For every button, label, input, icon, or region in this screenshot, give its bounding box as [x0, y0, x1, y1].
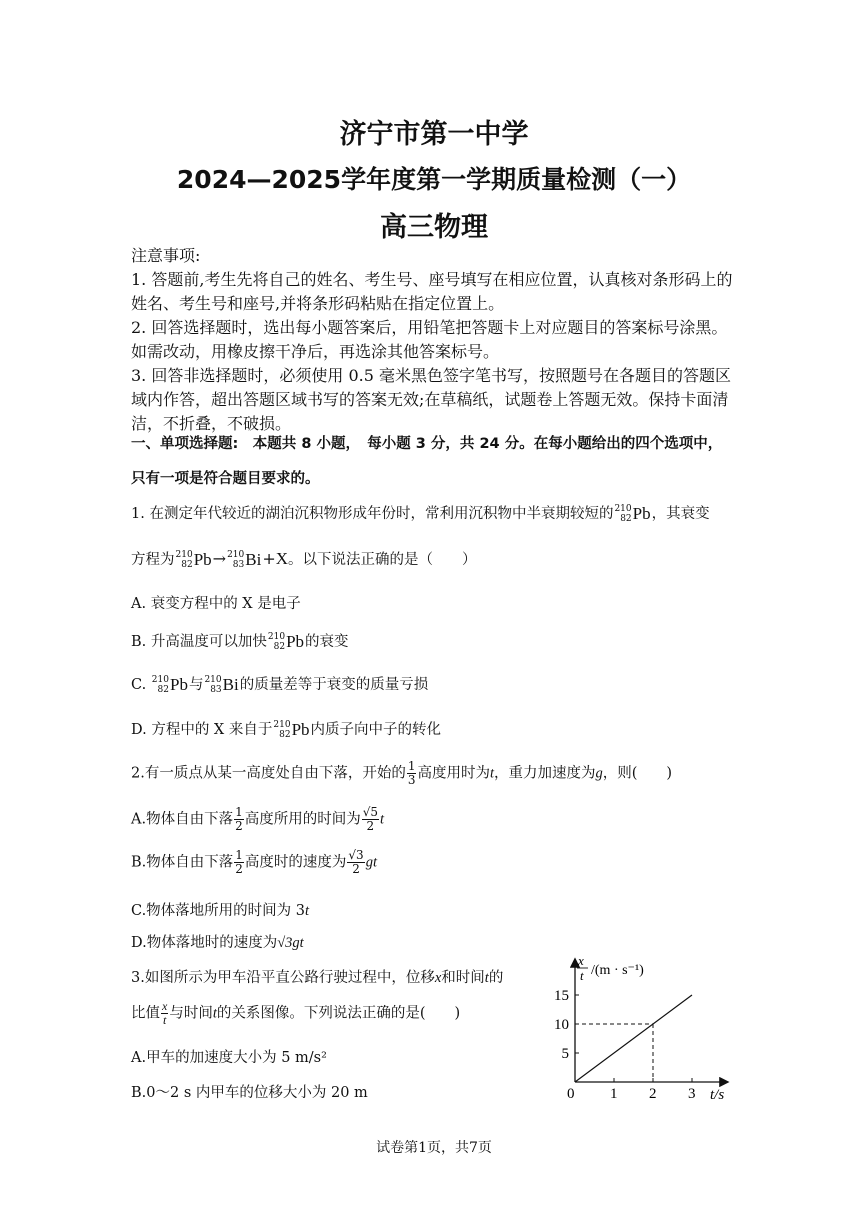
y-label-den: t [580, 968, 584, 983]
notes-item-3: 3. 回答非选择题时，必须使用 0.5 毫米黑色签字笔书写，按照题号在各题目的答题区域内作答，超出答题区域书写的答案无效;在草稿纸，试题卷上答题无效。保持卡面清洁，不折叠，不破损。 [131, 366, 731, 433]
q1-option-b: B. 升高温度可以加快 210 82 Pb的衰变 [131, 632, 349, 652]
fraction-one-half: $\frac{1}{2}$ [235, 848, 243, 876]
q1-option-d: D. 方程中的 X 来自于 210 82 Pb内质子向中子的转化 [131, 720, 442, 740]
exam-title: 2024—2025学年度第一学期质量检测（一） [176, 165, 692, 194]
section-heading-line2: 只有一项是符合题目要求的。 [131, 471, 320, 487]
fraction-root5-over-2: $\frac{√5}{2}$ [362, 805, 379, 833]
notes-heading: 注意事项: [131, 246, 201, 265]
fraction-root3-over-2: $\frac{√3}{2}$ [348, 848, 364, 876]
q2-stem: 2.有一质点从某一高度处自由下落，开始的 $\frac{1}{3}$ 高度用时为t，重力加速度为g，则( ) [131, 759, 673, 787]
q1-stem-line2: 方程为 210 82 Pb→ 210 83 Bi+X。以下说法正确的是（ ） [131, 549, 477, 570]
y-label-num: x [578, 953, 584, 968]
pb-nuclide: 210 82 Pb [614, 504, 651, 524]
bi-nuclide: 210 83 Bi [227, 550, 262, 570]
q1-option-c: C. 210 82 Pb与 210 83 Bi的质量差等于衰变的质量亏损 [131, 675, 429, 695]
fraction-x-over-t: $\frac{x}{t}$ [162, 999, 168, 1027]
q2-option-b: B.物体自由下落 $\frac{1}{2}$ 高度时的速度为 $\frac{√3}{2}$ gt [131, 848, 377, 876]
notes-block [131, 244, 743, 436]
q3-stem-line1: 3.如图所示为甲车沿平直公路行驶过程中，位移x和时间t的 [131, 970, 504, 986]
q3-stem-line2: 比值 $\frac{x}{t}$ 与时间t的关系图像。下列说法正确的是( ) [131, 999, 461, 1027]
y-tick-label: 5 [561, 1046, 569, 1062]
xt-vs-t-graph [545, 950, 745, 1105]
bi-nuclide: 210 83 Bi [204, 675, 239, 695]
y-tick-label: 10 [554, 1017, 569, 1033]
q2-option-a: A.物体自由下落 $\frac{1}{2}$ 高度所用的时间为 $\frac{√5}{2}$ t [131, 805, 385, 833]
notes-item-1: 1. 答题前,考生先将自己的姓名、考生号、座号填写在相应位置，认真核对条形码上的姓名、考生号和座号,并将条形码粘贴在指定位置上。 [131, 270, 733, 313]
x-tick-label: 2 [649, 1086, 657, 1102]
section-heading-line1: 一、单项选择题: 本题共 8 小题， 每小题 3 分，共 24 分。在每小题给出的四个选项中， [131, 436, 723, 452]
q2-option-c: C.物体落地所用的时间为 3t [131, 903, 310, 919]
x-tick-label: 1 [610, 1086, 618, 1102]
pb-nuclide: 210 82 Pb [273, 720, 310, 740]
fraction-one-half: $\frac{1}{2}$ [235, 805, 243, 833]
q1-option-a: A. 衰变方程中的 X 是电子 [131, 596, 301, 612]
subject-title: 高三物理 [380, 212, 488, 243]
series-line [575, 995, 692, 1082]
pb-nuclide: 210 82 Pb [151, 675, 188, 695]
notes-item-2: 2. 回答选择题时，选出每小题答案后，用铅笔把答题卡上对应题目的答案标号涂黑。如需改动，用橡皮擦干净后，再选涂其他答案标号。 [131, 318, 728, 361]
pb-nuclide: 210 82 Pb [175, 550, 212, 570]
school-title: 济宁市第一中学 [339, 119, 529, 150]
page-footer: 试卷第1页，共7页 [376, 1140, 492, 1156]
fraction-one-third: $\frac{1}{3}$ [407, 759, 416, 787]
q2-option-d: D.物体落地时的速度为√3gt [131, 935, 304, 951]
y-label-unit: /(m · s⁻¹) [591, 963, 644, 978]
y-tick-label: 15 [554, 988, 569, 1004]
pb-nuclide: 210 82 Pb [267, 632, 305, 652]
x-tick-label: 3 [688, 1086, 696, 1102]
q3-option-a: A.甲车的加速度大小为 5 m/s² [131, 1050, 327, 1066]
q1-stem-line1: 1. 在测定年代较近的湖泊沉积物形成年份时，常利用沉积物中半衰期较短的 210 82 Pb，其衰变 [131, 504, 710, 524]
x-label: t/s [710, 1087, 725, 1103]
x-tick-label: 0 [567, 1086, 575, 1102]
q3-option-b: B.0～2 s 内甲车的位移大小为 20 m [131, 1085, 368, 1101]
